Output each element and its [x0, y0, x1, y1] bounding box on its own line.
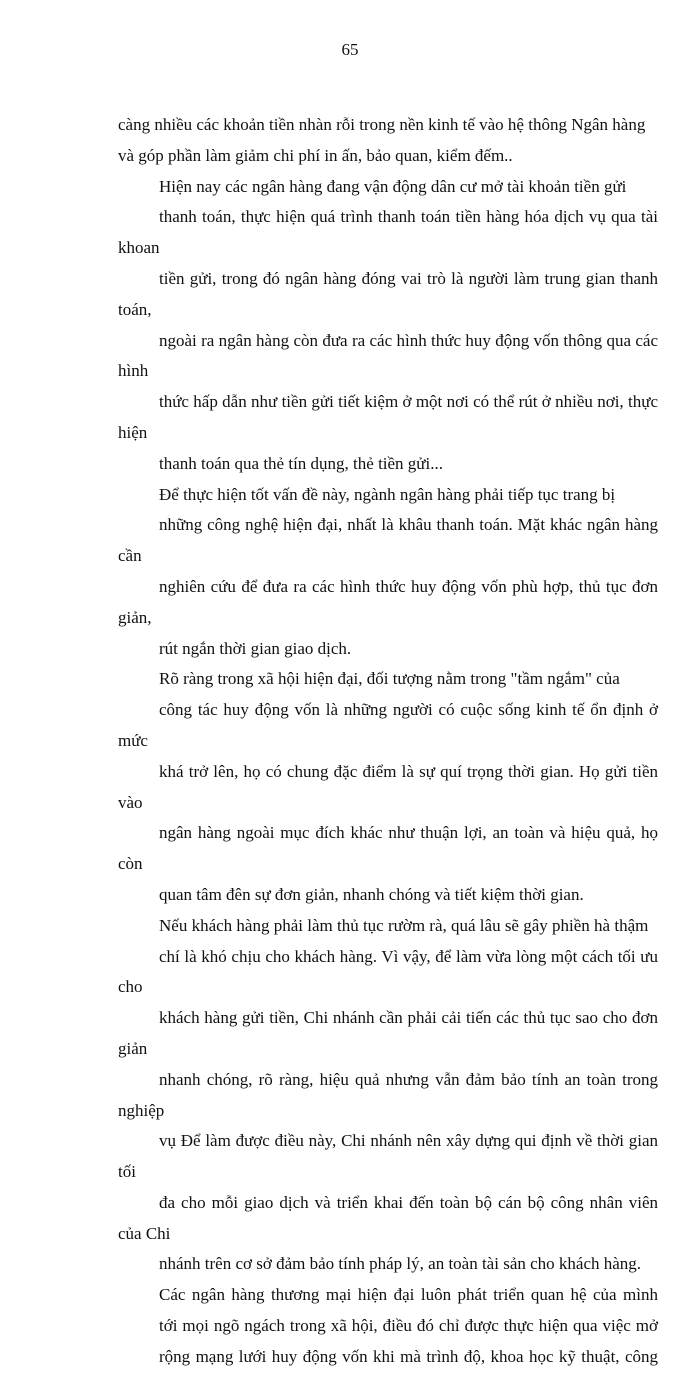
text-line: Các ngân hàng thương mại hiện đại luôn phát triển quan hệ của mình [159, 1285, 658, 1305]
text-line: nhánh trên cơ sở đảm bảo tính pháp lý, an toàn tài sản cho khách hàng. [159, 1254, 642, 1274]
text-line: nghiên cứu để đưa ra các hình thức huy động vốn phù hợp, thủ tục đơn giản, [118, 576, 658, 627]
paragraph-2 [118, 172, 658, 480]
paragraph-3 [118, 480, 658, 665]
text-line: khá trở lên, họ có chung đặc điểm là sự quí trọng thời gian. Họ gửi tiền vào [118, 761, 658, 812]
text-line: Rõ ràng trong xã hội hiện đại, đối tượng nằm trong "tầm ngắm" của [159, 669, 620, 689]
text-line: công tác huy động vốn là những người có cuộc sống kinh tế ổn định ở mức [118, 700, 658, 750]
text-line: thanh toán, thực hiện quá trình thanh toán tiền hàng hóa dịch vụ qua tài khoan [118, 207, 658, 258]
paragraph-6 [118, 1280, 658, 1372]
text-line: Để thực hiện tốt vấn đề này, ngành ngân hàng phải tiếp tục trang bị [159, 484, 616, 504]
paragraph-5 [118, 911, 658, 1281]
text-line: càng nhiều các khoản tiền nhàn rỗi trong nền kinh tế vào hệ thông Ngân hàng [118, 115, 646, 134]
paragraph-4 [118, 664, 658, 910]
body-text [118, 110, 658, 1373]
text-line: thanh toán qua thẻ tín dụng, thẻ tiền gửi... [159, 453, 443, 473]
text-line: tiền gửi, trong đó ngân hàng đóng vai trò là người làm trung gian thanh toán, [118, 268, 658, 319]
text-line: nhanh chóng, rõ ràng, hiệu quả nhưng vẫn đảm bảo tính an toàn trong nghiệp [118, 1069, 658, 1120]
text-line: rộng mạng lưới huy động vốn khi mà trình độ, khoa học kỹ thuật, công [159, 1346, 658, 1366]
page-number: 65 [341, 40, 359, 59]
text-line: rút ngắn thời gian giao dịch. [159, 638, 352, 658]
text-line: Nếu khách hàng phải làm thủ tục rườm rà, quá lâu sẽ gây phiền hà thậm [159, 915, 649, 935]
text-line: Hiện nay các ngân hàng đang vận động dân cư mở tài khoản tiền gửi [159, 176, 627, 196]
text-line: thức hấp dẫn như tiền gửi tiết kiệm ở một nơi có thể rút ở nhiều nơi, thực hiện [118, 392, 658, 442]
text-line: và góp phần làm giảm chi phí in ấn, bảo quan, kiểm đếm.. [118, 145, 513, 165]
paragraph-1 [118, 110, 658, 172]
text-line: những công nghệ hiện đại, nhất là khâu thanh toán. Mặt khác ngân hàng cần [118, 515, 658, 566]
text-line: tới mọi ngõ ngách trong xã hội, điều đó chỉ được thực hiện qua việc mở [159, 1316, 658, 1336]
text-line: khách hàng gửi tiền, Chi nhánh cần phải cải tiến các thủ tục sao cho đơn giản [118, 1008, 658, 1058]
text-line: đa cho mỗi giao dịch và triển khai đến toàn bộ cán bộ công nhân viên của Chi [118, 1192, 658, 1243]
text-line: ngoài ra ngân hàng còn đưa ra các hình thức huy động vốn thông qua các hình [118, 330, 658, 381]
text-line: ngân hàng ngoài mục đích khác như thuận lợi, an toàn và hiệu quả, họ còn [118, 823, 658, 874]
text-line: chí là khó chịu cho khách hàng. Vì vậy, để làm vừa lòng một cách tối ưu cho [118, 946, 658, 997]
text-line: quan tâm đên sự đơn giản, nhanh chóng và tiết kiệm thời gian. [159, 884, 584, 904]
text-line: vụ Để làm được điều này, Chi nhánh nên xây dựng qui định về thời gian tối [118, 1131, 658, 1182]
